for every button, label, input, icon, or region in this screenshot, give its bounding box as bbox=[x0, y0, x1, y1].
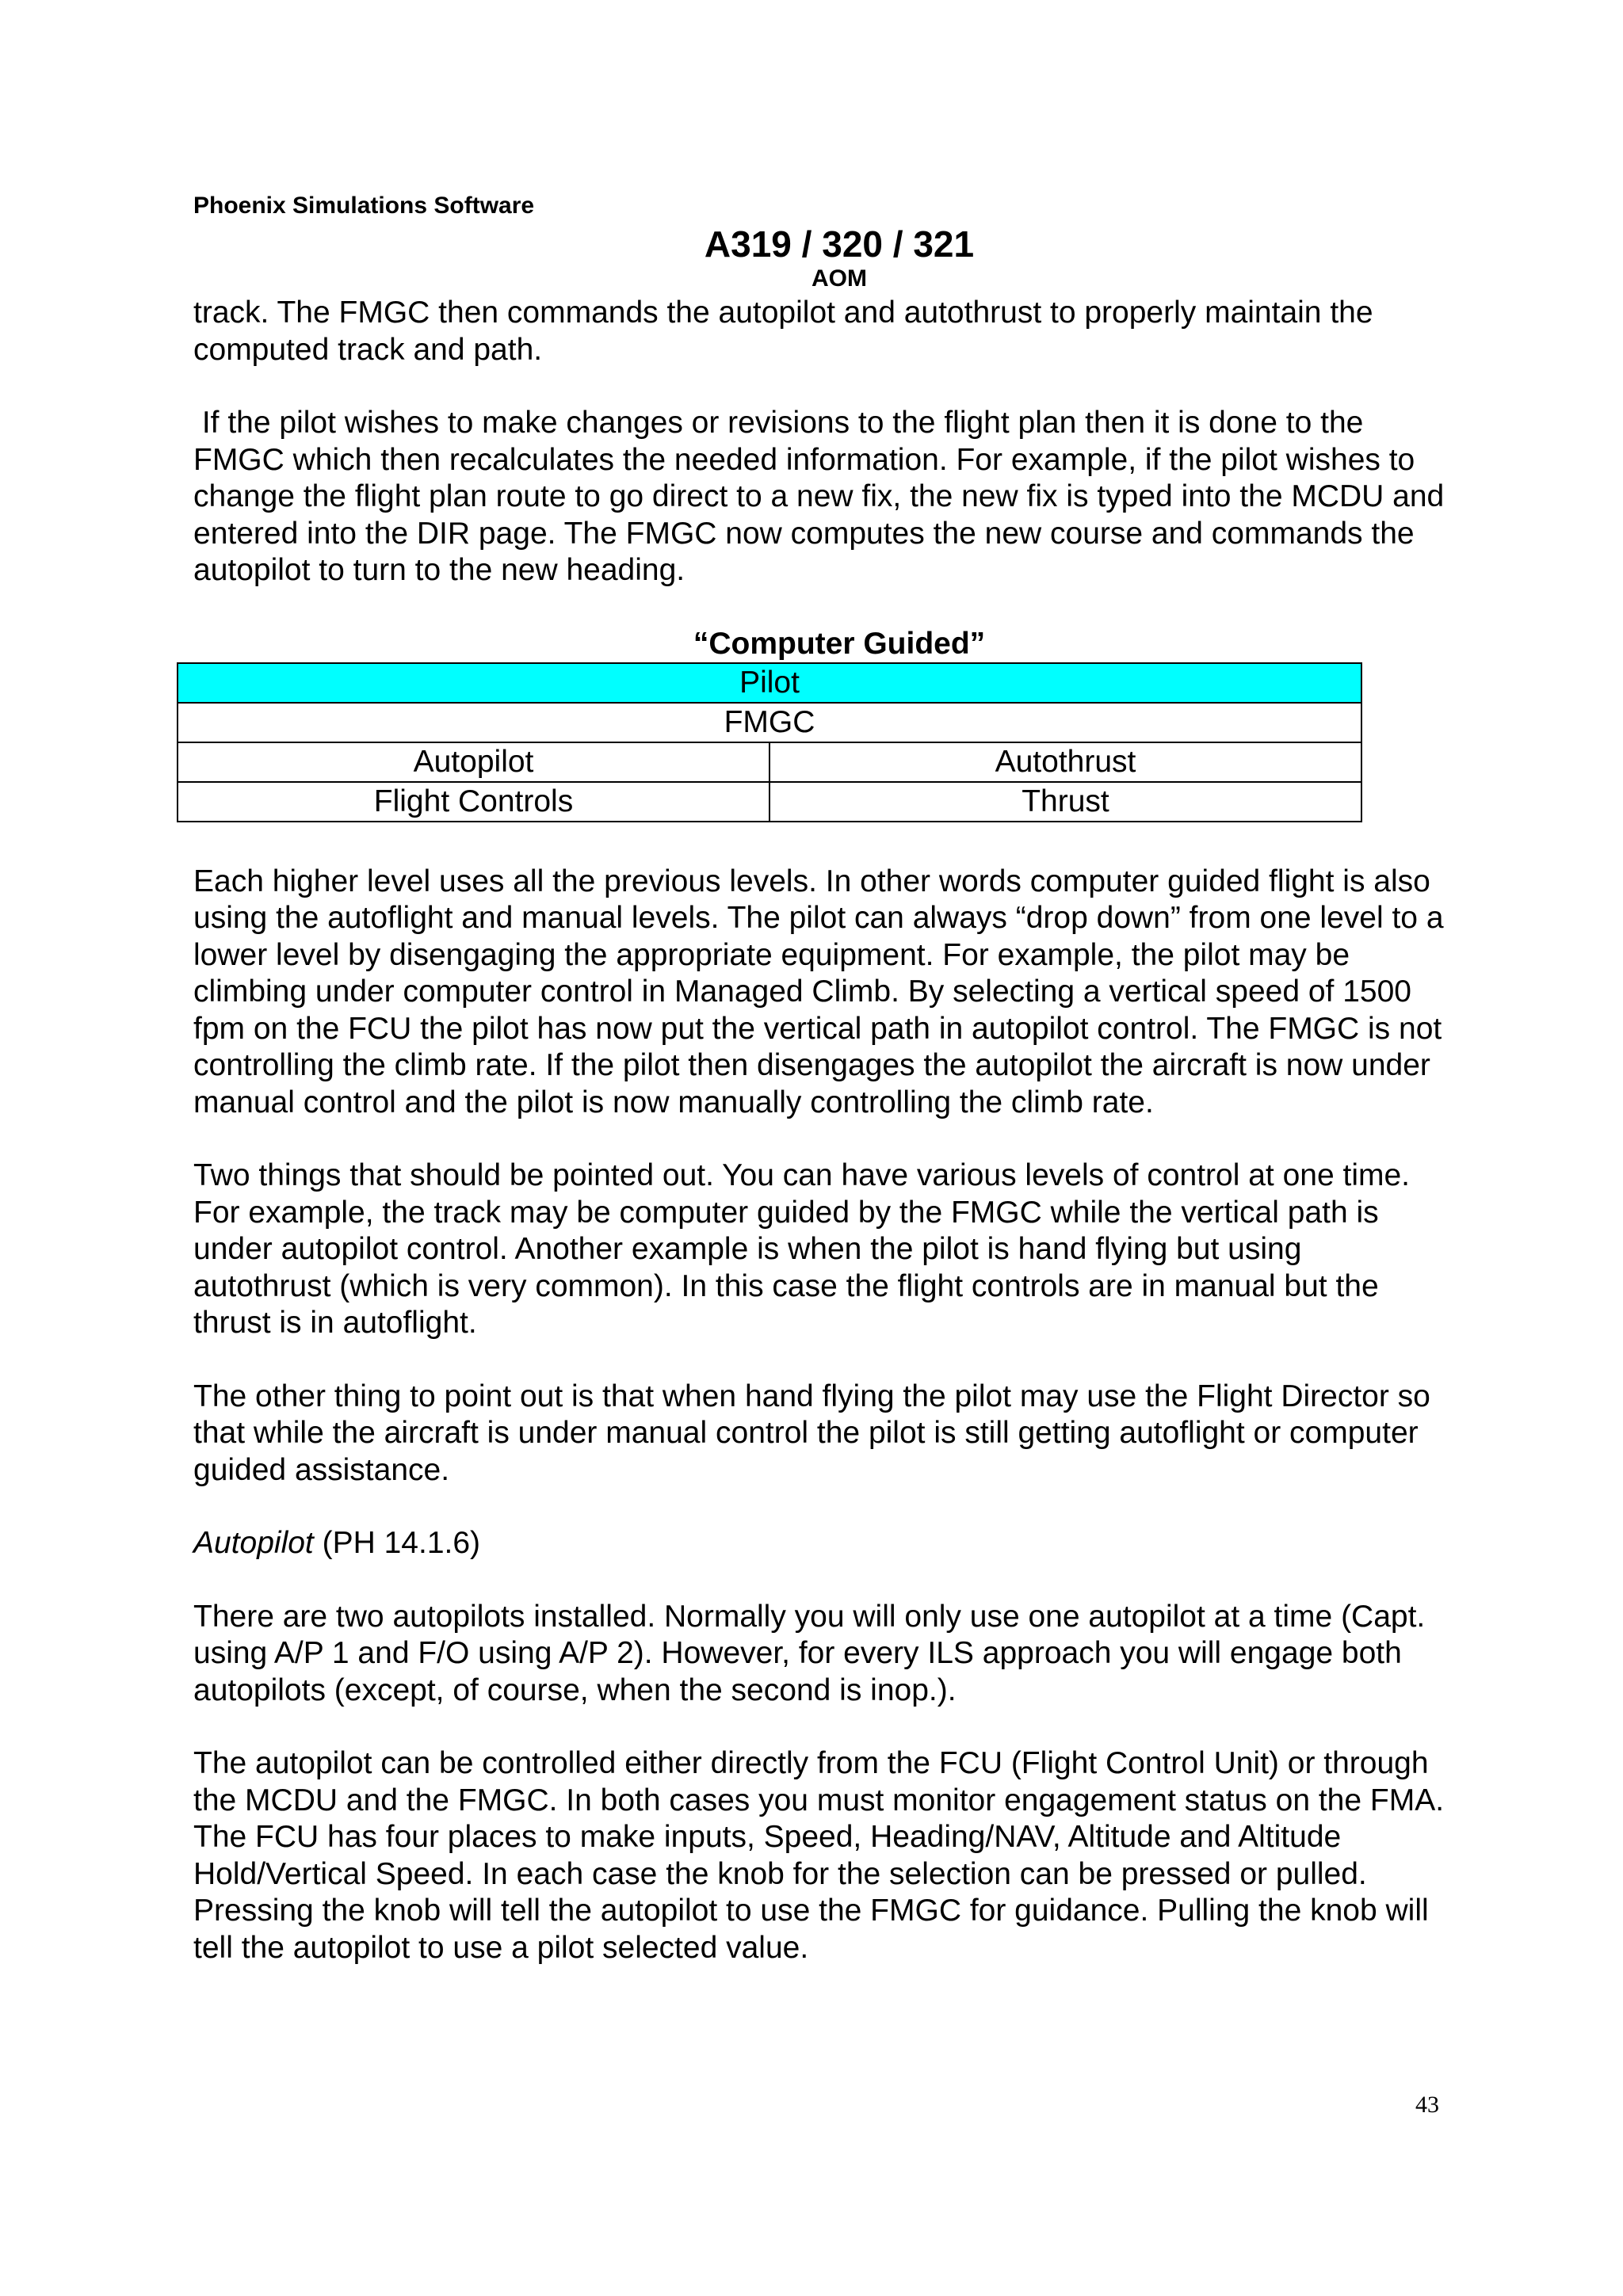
cell-thrust: Thrust bbox=[769, 782, 1361, 822]
cell-autothrust: Autothrust bbox=[769, 742, 1361, 782]
table-title: “Computer Guided” bbox=[693, 626, 986, 661]
cell-flight-controls: Flight Controls bbox=[178, 782, 769, 822]
paragraph-flight-director: The other thing to point out is that when hand flying the pilot may use the Flight Director so that while the aircraft is under manual control the pilot is still getting autoflight or computer guided assistance. bbox=[193, 1379, 1430, 1487]
document-page bbox=[193, 190, 1453, 2003]
cell-fmgc: FMGC bbox=[178, 703, 1361, 742]
table-row-fmgc bbox=[178, 703, 1361, 742]
cell-pilot: Pilot bbox=[178, 663, 1361, 703]
company-name: Phoenix Simulations Software bbox=[193, 193, 535, 219]
control-levels-table bbox=[177, 662, 1362, 822]
section-heading-autopilot bbox=[193, 1525, 1445, 1562]
section-heading-reference: (PH 14.1.6) bbox=[313, 1526, 481, 1560]
paragraph-two-things: Two things that should be pointed out. You can have various levels of control at one time. For example, the track may be computer guided by the FMGC while the vertical path is under autopilot control. Another example is when the pilot is hand flying but using autothrust (which is very common). In this case the flight controls are in manual but the thrust is in autoflight. bbox=[193, 1158, 1410, 1340]
document-subtitle: AOM bbox=[812, 265, 867, 292]
table-row-autoflight bbox=[178, 742, 1361, 782]
paragraph-track: track. The FMGC then commands the autopilot and autothrust to properly maintain the computed track and path. bbox=[193, 296, 1373, 367]
paragraph-levels: Each higher level uses all the previous levels. In other words computer guided flight is also using the autoflight and manual levels. The pilot can always “drop down” from one level to a lower level by disengaging the appropriate equipment. For example, the pilot may be climbing under computer control in Managed Climb. By selecting a vertical speed of 1500 fpm on the FCU the pilot has now put the vertical path in autopilot control. The FMGC is not controlling the climb rate. If the pilot then disengages the autopilot the aircraft is now under manual control and the pilot is now manually controlling the climb rate. bbox=[193, 864, 1444, 1119]
page-number: 43 bbox=[1415, 2092, 1439, 2118]
table-row-manual bbox=[178, 782, 1361, 822]
table-row-pilot bbox=[178, 663, 1361, 703]
document-title: A319 / 320 / 321 bbox=[704, 223, 975, 265]
section-heading-title: Autopilot bbox=[193, 1526, 314, 1560]
paragraph-two-autopilots: There are two autopilots installed. Normally you will only use one autopilot at a time (Capt. using A/P 1 and F/O using A/P 2). However, for every ILS approach you will engage both autopilots (except, of course, when the second is inop.). bbox=[193, 1599, 1426, 1707]
paragraph-fcu-control: The autopilot can be controlled either directly from the FCU (Flight Control Unit) or through the MCDU and the FMGC. In both cases you must monitor engagement status on the FMA. The FCU has four places to make inputs, Speed, Heading/NAV, Altitude and Altitude Hold/Vertical Speed. In each case the knob for the selection can be pressed or pulled. Pressing the knob will tell the autopilot to use the FMGC for guidance. Pulling the knob will tell the autopilot to use a pilot selected value. bbox=[193, 1746, 1445, 1965]
cell-autopilot: Autopilot bbox=[178, 742, 769, 782]
paragraph-revisions: If the pilot wishes to make changes or revisions to the flight plan then it is done to the FMGC which then recalculates the needed information. For example, if the pilot wishes to change the flight plan route to go direct to a new fix, the new fix is typed into the MCDU and entered into the DIR page. The FMGC now computes the new course and commands the autopilot to turn to the new heading. bbox=[193, 406, 1453, 587]
